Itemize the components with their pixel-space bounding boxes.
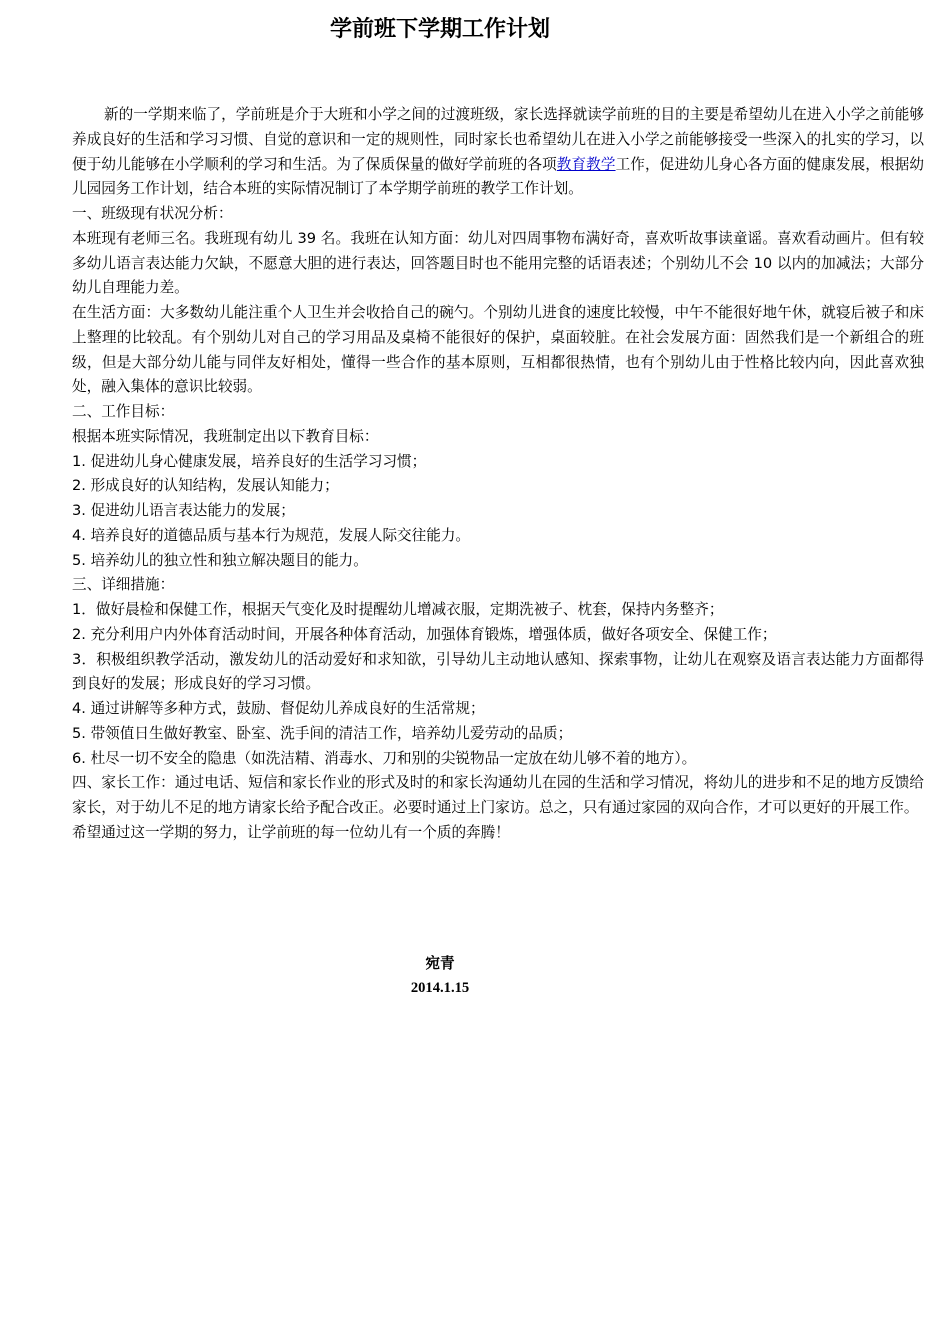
section1-paragraph-cognition: 本班现有老师三名。我班现有幼儿 39 名。我班在认知方面：幼儿对四周事物布满好奇，喜欢听故事读童谣。喜欢看动画片。但有较多幼儿语言表达能力欠缺，不愿意大胆的进行表达，回答题目时也不能用完整的话语表述；个别幼儿不会 10 以内的加减法；大部分幼儿自理能力差。 <box>72 229 924 297</box>
document-title: 学前班下学期工作计划 <box>329 17 550 42</box>
goal-item: 4. 培养良好的道德品质与基本行为规范，发展人际交往能力。 <box>72 526 471 544</box>
intro-text-before-link: 新的一学期来临了，学前班是介于大班和小学之间的过渡班级，家长选择就读学前班的目的主要是希望幼儿在进入小学之前能够养成良好的生活和学习习惯、自觉的意识和一定的规则性，同时家长也希望幼儿在进入小学之前能够接受一些深入的扎实的学习，以便于幼儿能够在小学顺利的学习和生活。为了保质保量的做好学前班的各项 <box>72 106 924 173</box>
signature-name: 宛青 <box>425 956 455 972</box>
closing-sentence: 希望通过这一学期的努力，让学前班的每一位幼儿有一个质的奔腾！ <box>72 823 510 841</box>
intro-paragraph <box>72 103 924 202</box>
document-body <box>72 103 924 846</box>
intro-text-after-link: 工作，促进幼儿身心各方面的健康发展，根据幼儿园园务工作计划，结合本班的实际情况制订了本学期学前班的教学工作计划。 <box>72 155 924 198</box>
section3-heading: 三、详细措施： <box>72 576 175 594</box>
section2-intro: 根据本班实际情况，我班制定出以下教育目标： <box>72 427 379 445</box>
goal-item: 1. 促进幼儿身心健康发展，培养良好的生活学习习惯； <box>72 452 427 470</box>
measure-item: 1．做好晨检和保健工作，根据天气变化及时提醒幼儿增减衣服，定期洗被子、枕套，保持内务整齐； <box>72 601 724 618</box>
section4-parent-work: 四、家长工作：通过电话、短信和家长作业的形式及时的和家长沟通幼儿在园的生活和学习情况，将幼儿的进步和不足的地方反馈给家长，对于幼儿不足的地方请家长给予配合改正。必要时通过上门家访。总之，只有通过家园的双向合作，才可以更好的开展工作。 <box>72 774 924 816</box>
education-teaching-link[interactable]: 教育教学 <box>556 155 616 173</box>
section1-heading: 一、班级现有状况分析： <box>72 205 233 222</box>
measure-item: 4. 通过讲解等多种方式，鼓励、督促幼儿养成良好的生活常规； <box>72 700 485 717</box>
goal-item: 2. 形成良好的认知结构，发展认知能力； <box>72 477 339 495</box>
goal-item: 5. 培养幼儿的独立性和独立解决题目的能力。 <box>72 551 368 569</box>
measure-item: 3．积极组织教学活动，激发幼儿的活动爱好和求知欲，引导幼儿主动地认感知、探索事物，让幼儿在观察及语言表达能力方面都得到良好的发展；形成良好的学习习惯。 <box>72 650 924 693</box>
section1-paragraph-life: 在生活方面：大多数幼儿能注重个人卫生并会收拾自己的碗勺。个别幼儿进食的速度比较慢，中午不能很好地午休，就寝后被子和床上整理的比较乱。有个别幼儿对自己的学习用品及桌椅不能很好的保护，桌面较脏。在社会发展方面：固然我们是一个新组合的班级，但是大部分幼儿能与同伴友好相处，懂得一些合作的基本原则，互相都很热情，也有个别幼儿由于性格比较内向，因此喜欢独处，融入集体的意识比较弱。 <box>72 304 924 396</box>
measure-item: 5. 带领值日生做好教室、卧室、洗手间的清洁工作，培养幼儿爱劳动的品质； <box>72 724 573 742</box>
measure-item: 6. 杜尽一切不安全的隐患（如洗洁精、消毒水、刀和别的尖锐物品一定放在幼儿够不着的地方）。 <box>72 749 697 767</box>
measure-item: 2. 充分利用户内外体育活动时间，开展各种体育活动，加强体育锻炼，增强体质，做好各项安全、保健工作； <box>72 625 777 643</box>
goal-item: 3. 促进幼儿语言表达能力的发展； <box>72 502 295 519</box>
section2-heading: 二、工作目标： <box>72 403 175 420</box>
signature-date: 2014.1.15 <box>410 980 470 996</box>
